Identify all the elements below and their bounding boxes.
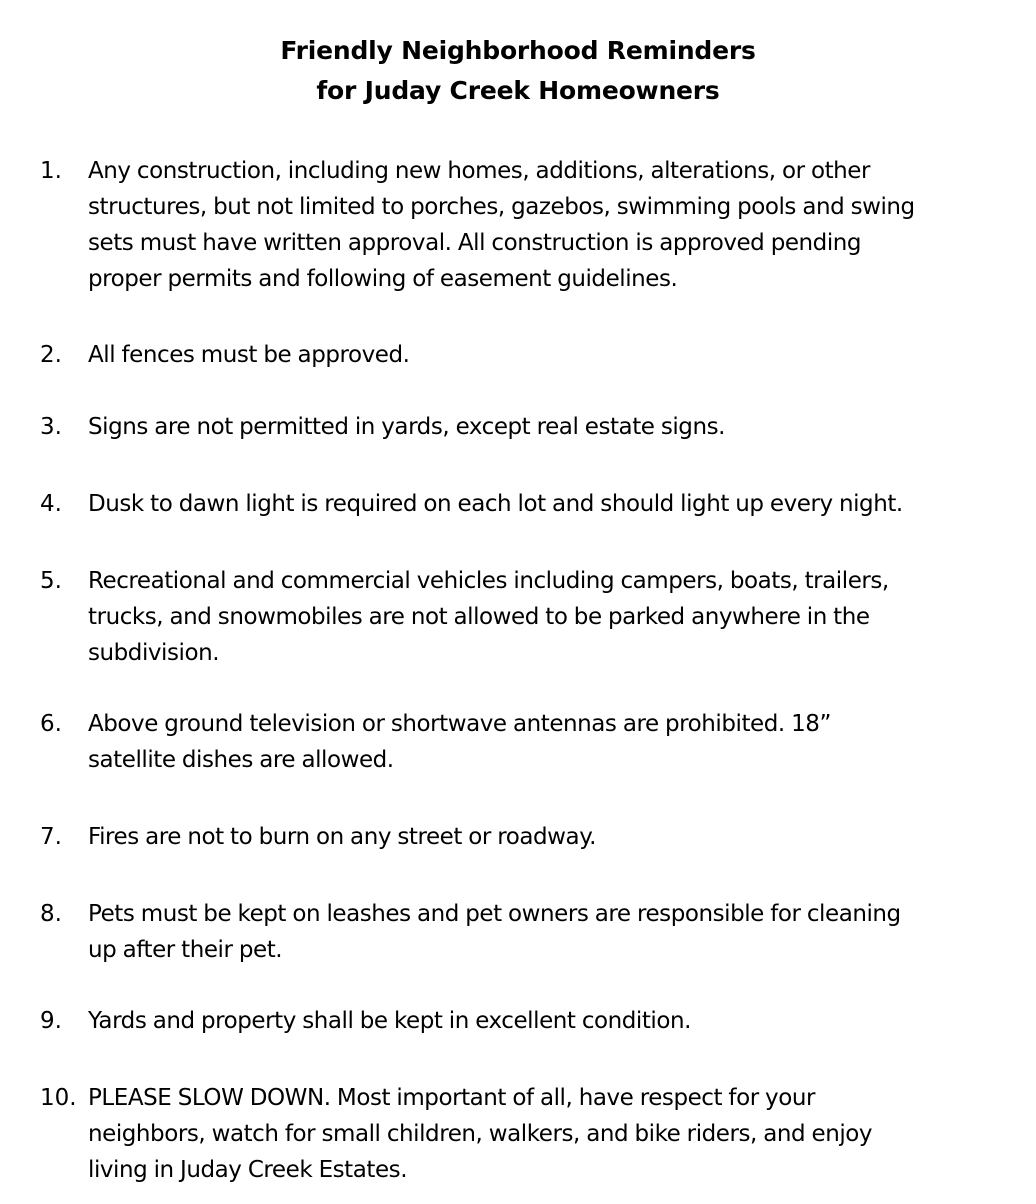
item-text-line: Yards and property shall be kept in excellent condition. <box>88 1008 691 1034</box>
item-text-line: Above ground television or shortwave antennas are prohibited. 18” <box>88 711 831 737</box>
item-text-line: proper permits and following of easement guidelines. <box>88 266 678 292</box>
item-text <box>88 409 993 445</box>
item-text-line: up after their pet. <box>88 937 283 963</box>
item-text <box>88 896 993 968</box>
item-text-line: structures, but not limited to porches, gazebos, swimming pools and swing <box>88 194 915 220</box>
item-text <box>88 486 993 522</box>
item-text-line: satellite dishes are allowed. <box>88 747 394 773</box>
item-text-line: Dusk to dawn light is required on each lot and should light up every night. <box>88 491 903 517</box>
item-number: 5. <box>40 568 62 594</box>
item-number: 4. <box>40 491 62 517</box>
item-text-line: Recreational and commercial vehicles including campers, boats, trailers, <box>88 568 889 594</box>
item-text <box>88 1003 993 1039</box>
item-number: 10. <box>40 1085 77 1111</box>
item-number: 2. <box>40 342 62 368</box>
item-text <box>88 706 993 778</box>
item-text-line: living in Juday Creek Estates. <box>88 1157 408 1183</box>
item-text-line: neighbors, watch for small children, walkers, and bike riders, and enjoy <box>88 1121 873 1147</box>
item-number: 1. <box>40 158 62 184</box>
item-text <box>88 819 993 855</box>
item-text-line: Fires are not to burn on any street or roadway. <box>88 824 596 850</box>
item-text-line: Pets must be kept on leashes and pet owners are responsible for cleaning <box>88 901 901 927</box>
item-text <box>88 153 993 297</box>
item-number: 3. <box>40 414 62 440</box>
item-number: 8. <box>40 901 62 927</box>
item-text-line: subdivision. <box>88 640 220 666</box>
item-text-line: sets must have written approval. All construction is approved pending <box>88 230 862 256</box>
item-number: 7. <box>40 824 62 850</box>
item-text-line: All fences must be approved. <box>88 342 410 368</box>
item-text <box>88 337 993 373</box>
item-text <box>88 1080 993 1188</box>
document-title: Friendly Neighborhood Reminders <box>280 36 756 65</box>
item-number: 9. <box>40 1008 62 1034</box>
item-number: 6. <box>40 711 62 737</box>
item-text-line: Any construction, including new homes, additions, alterations, or other <box>88 158 870 184</box>
item-text-line: trucks, and snowmobiles are not allowed to be parked anywhere in the <box>88 604 870 630</box>
item-text-line: PLEASE SLOW DOWN. Most important of all, have respect for your <box>88 1085 815 1111</box>
item-text-line: Signs are not permitted in yards, except real estate signs. <box>88 414 725 440</box>
document-subtitle: for Juday Creek Homeowners <box>316 76 720 105</box>
item-text <box>88 563 993 671</box>
